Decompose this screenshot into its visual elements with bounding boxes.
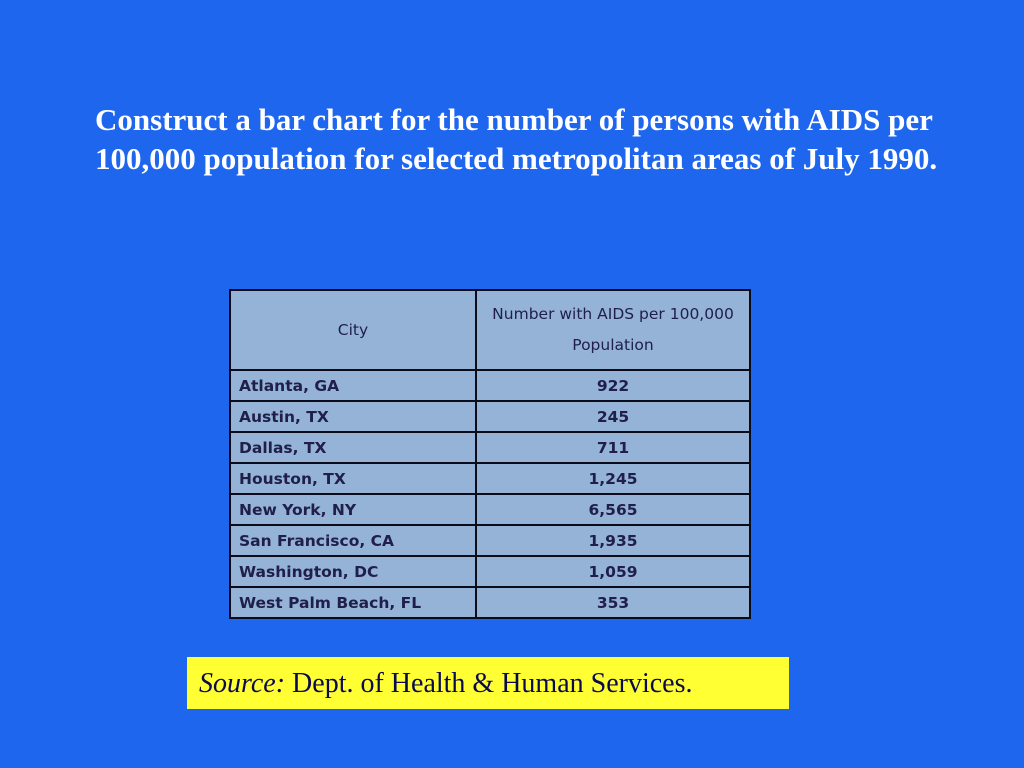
value-cell: 1,935 xyxy=(476,525,750,556)
table-row xyxy=(230,432,750,463)
value-cell: 1,245 xyxy=(476,463,750,494)
city-cell: Washington, DC xyxy=(230,556,476,587)
city-cell: Houston, TX xyxy=(230,463,476,494)
header-city: City xyxy=(230,290,476,370)
table-row xyxy=(230,401,750,432)
table-row xyxy=(230,525,750,556)
city-cell: New York, NY xyxy=(230,494,476,525)
city-cell: West Palm Beach, FL xyxy=(230,587,476,618)
source-citation xyxy=(187,657,789,709)
value-cell: 6,565 xyxy=(476,494,750,525)
value-cell: 711 xyxy=(476,432,750,463)
table-row xyxy=(230,370,750,401)
table-row xyxy=(230,556,750,587)
source-text: Dept. of Health & Human Services. xyxy=(292,668,693,699)
table-row xyxy=(230,587,750,618)
city-cell: San Francisco, CA xyxy=(230,525,476,556)
table-row xyxy=(230,494,750,525)
header-value: Number with AIDS per 100,000 Population xyxy=(476,290,750,370)
city-cell: Austin, TX xyxy=(230,401,476,432)
value-cell: 922 xyxy=(476,370,750,401)
slide-title: Construct a bar chart for the number of persons with AIDS per 100,000 population for selected metropolitan areas of July 1990. xyxy=(95,102,938,176)
city-cell: Atlanta, GA xyxy=(230,370,476,401)
value-cell: 353 xyxy=(476,587,750,618)
table-row xyxy=(230,463,750,494)
source-label: Source: xyxy=(199,668,286,699)
value-cell: 1,059 xyxy=(476,556,750,587)
aids-data-table xyxy=(229,289,751,619)
table-header-row xyxy=(230,290,750,370)
value-cell: 245 xyxy=(476,401,750,432)
city-cell: Dallas, TX xyxy=(230,432,476,463)
